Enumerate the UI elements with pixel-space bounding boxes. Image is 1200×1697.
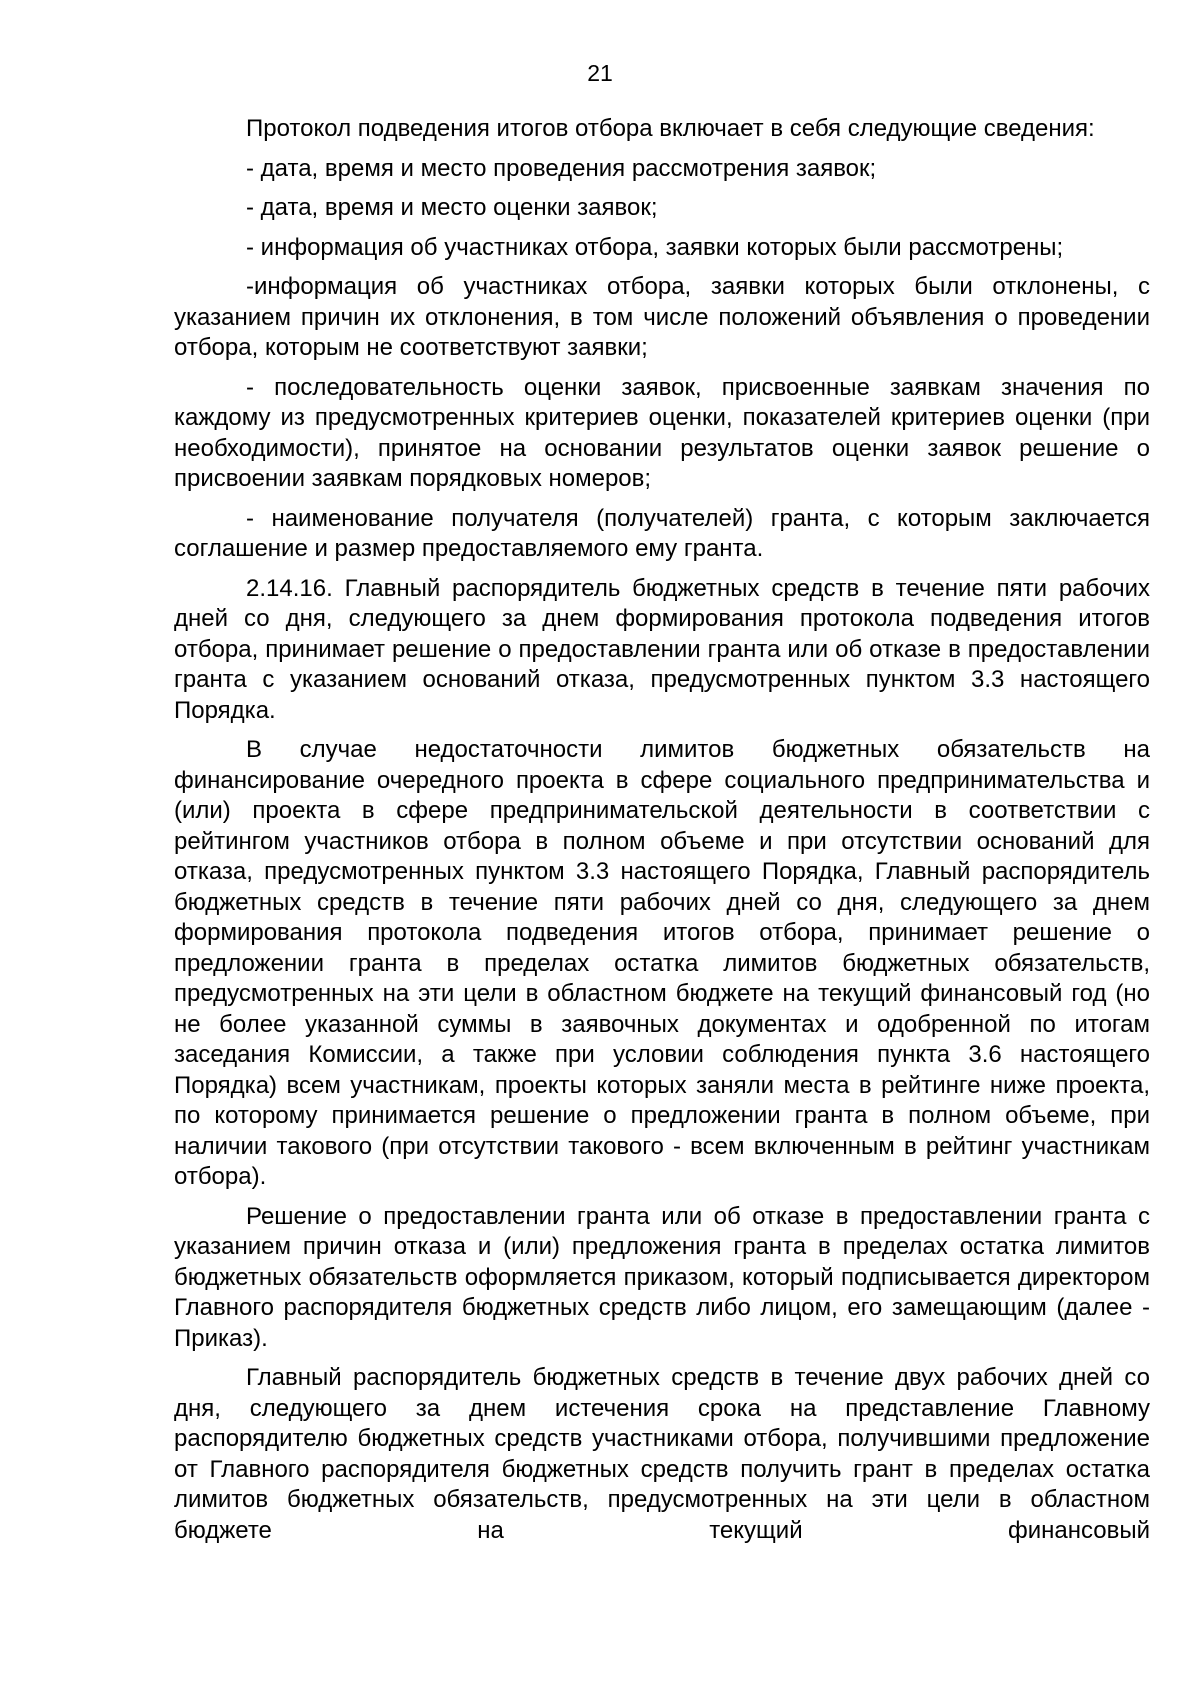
paragraph-two-working-days: Главный распорядитель бюджетных средств в течение двух рабочих дней со дня, следующего за днем истечения срока на представление Главному распорядителю бюджетных средств участниками отбора, получившими предложение от Главного распорядителя бюджетных средств получить грант в пределах остатка лимитов бюджетных обязательств, предусмотренных на эти цели в областном бюджете на текущий финансовый (174, 1364, 1150, 1544)
list-item-date-evaluation: - дата, время и место оценки заявок; (246, 194, 658, 221)
list-item-date-review: - дата, время и место проведения рассмотрения заявок; (246, 154, 877, 182)
paragraph-decision-order: Решение о предоставлении гранта или об отказе в предоставлении гранта с указанием причин отказа и (или) предложения гранта в пределах остатка лимитов бюджетных обязательств оформляется приказом, который подписывается директором Главного распорядителя бюджетных средств либо лицом, его замещающим (далее - Приказ). (174, 1202, 1150, 1352)
list-item-evaluation-sequence: - последовательность оценки заявок, присвоенные заявкам значения по каждому из предусмотренных критериев оценки, показателей критериев оценки (при необходимости), принятое на основании результатов оценки заявок решение о присвоении заявкам порядковых номеров; (174, 373, 1150, 492)
document-body (174, 114, 1150, 1555)
paragraph-clause-2-14-16: 2.14.16. Главный распорядитель бюджетных средств в течение пяти рабочих дней со дня, следующего за днем формирования протокола подведения итогов отбора, принимает решение о предоставлении гранта или об отказе в предоставлении гранта с указанием оснований отказа, предусмотренных пунктом 3.3 настоящего Порядка. (174, 574, 1150, 724)
paragraph-protocol-intro: Протокол подведения итогов отбора включает в себя следующие сведения: (246, 115, 1095, 142)
list-item-grant-recipient: - наименование получателя (получателей) гранта, с которым заключается соглашение и размер предоставляемого ему гранта. (174, 504, 1150, 562)
list-item-reviewed-participants: - информация об участниках отбора, заявки которых были рассмотрены; (246, 233, 1064, 261)
paragraph-insufficient-limits: В случае недостаточности лимитов бюджетных обязательств на финансирование очередного проекта в сфере социального предпринимательства и (или) проекта в сфере предпринимательской деятельности в соответствии с рейтингом участников отбора в полном объеме и при отсутствии оснований для отказа, предусмотренных пунктом 3.3 настоящего Порядка, Главный распорядитель бюджетных средств в течение пяти рабочих дней со дня, следующего за днем формирования протокола подведения итогов отбора, принимает решение о предложении гранта в пределах остатка лимитов бюджетных обязательств, предусмотренных на эти цели в областном бюджете на текущий финансовый год (но не более указанной суммы в заявочных документах и одобренной по итогам заседания Комиссии, а также при условии соблюдения пункта 3.6 настоящего Порядка) всем участникам, проекты которых заняли места в рейтинге ниже проекта, по которому принимается решение о предложении гранта в полном объеме, при наличии такового (при отсутствии такового - всем включенным в рейтинг участникам отбора). (174, 736, 1150, 1190)
list-item-rejected-participants: -информация об участниках отбора, заявки которых были отклонены, с указанием причин их отклонения, в том числе положений объявления о проведении отбора, которым не соответствуют заявки; (174, 273, 1150, 361)
page-number: 21 (587, 60, 613, 86)
